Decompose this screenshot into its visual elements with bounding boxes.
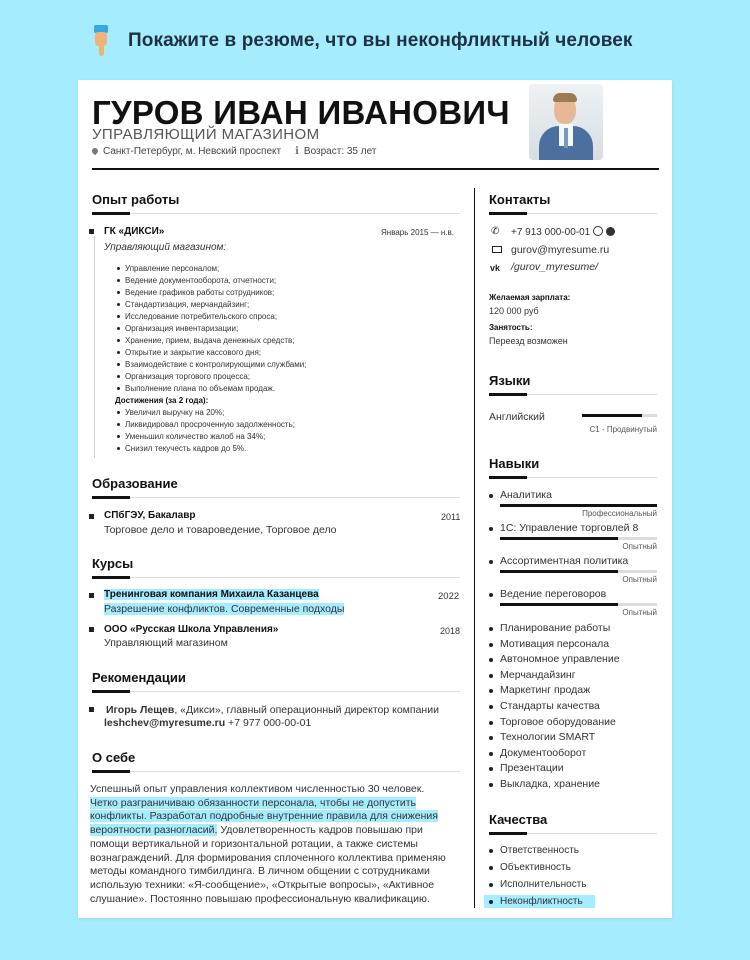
bullet-icon (117, 411, 120, 414)
language-level: C1 - Продвинутый (589, 425, 657, 434)
bullet-icon (489, 883, 493, 887)
skill-item: Планирование работы (500, 622, 611, 634)
language-name: Английский (489, 411, 545, 423)
skill-level-bar (500, 537, 618, 540)
bullet-icon (489, 674, 493, 678)
skills-heading: Навыки (489, 456, 540, 471)
achievement-item: Ликвидировал просроченную задолженность; (125, 420, 295, 429)
education-heading: Образование (92, 476, 178, 491)
course-year: 2022 (438, 591, 460, 602)
section-underline (92, 770, 130, 773)
duty-item: Управление персоналом; (125, 264, 220, 273)
email-icon (492, 246, 502, 253)
skill-item: Документооборот (500, 746, 587, 759)
bullet-icon (117, 447, 120, 450)
quality-item: Неконфликтность (500, 896, 583, 907)
skill-item: Маркетинг продаж (500, 684, 591, 697)
column-divider (474, 188, 475, 908)
bullet-icon (489, 783, 493, 787)
telegram-icon (606, 227, 615, 236)
banner (0, 24, 750, 60)
entry-marker (89, 514, 94, 519)
section-rule (130, 213, 460, 214)
bullet-icon (117, 363, 120, 366)
duty-item: Организация инвентаризации; (125, 324, 239, 333)
salary-label: Желаемая зарплата: (489, 293, 571, 302)
bullet-icon (117, 303, 120, 306)
bullet-icon (489, 494, 493, 498)
location: Санкт-Петербург, м. Невский проспект (103, 146, 282, 157)
job-position: Управляющий магазином: (104, 242, 227, 253)
bullet-icon (117, 387, 120, 390)
recommendations-heading: Рекомендации (92, 670, 186, 685)
bullet-icon (117, 279, 120, 282)
section-underline (92, 212, 130, 215)
company-name: ГК «ДИКСИ» (104, 226, 165, 237)
bullet-icon (489, 560, 493, 564)
section-rule (130, 497, 460, 498)
section-underline (489, 212, 527, 215)
achievement-item: Снизил текучесть кадров до 5%. (125, 444, 247, 453)
quality-item: Объективность (500, 862, 571, 873)
skill-level-bar (500, 603, 618, 606)
whatsapp-icon (593, 226, 603, 236)
skill-item: Торговое оборудование (500, 715, 616, 728)
entry-marker (89, 627, 94, 632)
bullet-icon (489, 721, 493, 725)
duty-item: Исследование потребительского спроса; (125, 312, 278, 321)
candidate-name: ГУРОВ ИВАН ИВАНОВИЧ (92, 94, 510, 131)
contacts-heading: Контакты (489, 192, 551, 207)
course-org: Тренинговая компания Михаила Казанцева (104, 589, 319, 600)
recommendation-contact: leshchev@myresume.ru +7 977 000-00-01 (104, 717, 312, 729)
bullet-icon (489, 900, 493, 904)
duty-item: Взаимодействие с контролирующими службами; (125, 360, 307, 369)
bullet-icon (117, 315, 120, 318)
candidate-meta (92, 146, 376, 157)
skill-item: Стандарты качества (500, 700, 600, 712)
section-underline (92, 690, 130, 693)
recommendation-person: Игорь Лещев, «Дикси», главный операционный директор компании (106, 704, 439, 716)
bullet-icon (117, 291, 120, 294)
section-underline (489, 832, 527, 835)
bullet-icon (489, 627, 493, 631)
skill-name: Аналитика (500, 489, 552, 501)
section-rule (130, 577, 460, 578)
section-underline (92, 576, 130, 579)
bullet-icon (489, 705, 493, 709)
skill-name: Ведение переговоров (500, 588, 607, 600)
timeline-line (94, 236, 95, 458)
bullet-icon (117, 351, 120, 354)
section-rule (527, 833, 657, 834)
skill-item: Автономное управление (500, 653, 620, 666)
skill-level: Опытный (622, 608, 657, 617)
section-rule (527, 213, 657, 214)
recommendation-email[interactable]: leshchev@myresume.ru (104, 717, 226, 729)
bullet-icon (489, 752, 493, 756)
language-level-bar (582, 414, 642, 417)
salary-value: 120 000 руб (489, 306, 539, 316)
entry-marker (89, 707, 94, 712)
duty-item: Ведение документооборота, отчетности; (125, 276, 277, 285)
course-year: 2018 (440, 626, 461, 636)
duty-item: Организация торгового процесса; (125, 372, 251, 381)
candidate-title: УПРАВЛЯЮЩИЙ МАГАЗИНОМ (92, 126, 320, 143)
skill-level: Опытный (622, 542, 657, 551)
info-icon: i (295, 146, 299, 157)
bullet-icon (117, 267, 120, 270)
section-rule (527, 477, 657, 478)
section-rule (527, 394, 657, 395)
course-name: Разрешение конфликтов. Современные подходы (104, 603, 345, 615)
course-name: Управляющий магазином (104, 637, 228, 649)
bullet-icon (117, 423, 120, 426)
education-year: 2011 (441, 512, 461, 522)
skill-level: Профессиональный (582, 509, 657, 518)
quality-item: Исполнительность (500, 879, 587, 890)
bullet-icon (117, 339, 120, 342)
qualities-heading: Качества (489, 812, 548, 827)
duty-item: Открытие и закрытие кассового дня; (125, 348, 262, 357)
skill-item: Технологии SMART (500, 731, 596, 744)
section-underline (489, 476, 527, 479)
entry-marker (89, 229, 94, 234)
section-rule (130, 691, 460, 692)
employment-label: Занятость: (489, 323, 533, 332)
resume-sheet (78, 80, 672, 918)
skill-name: 1С: Управление торговлей 8 (500, 522, 639, 534)
bullet-icon (117, 435, 120, 438)
bullet-icon (489, 736, 493, 740)
bullet-icon (489, 866, 493, 870)
skill-level-bar (500, 504, 657, 507)
bullet-icon (489, 527, 493, 531)
duty-item: Выполнение плана по объемам продаж. (125, 384, 275, 393)
banner-title: Покажите в резюме, что вы неконфликтный человек (128, 30, 633, 51)
bullet-icon (489, 593, 493, 597)
school-name: СПбГЭУ, Бакалавр (104, 510, 196, 521)
bullet-icon (117, 327, 120, 330)
skill-name: Ассортиментная политика (500, 555, 629, 567)
contact-email[interactable]: gurov@myresume.ru (511, 244, 610, 256)
bullet-icon (489, 643, 493, 647)
section-rule (130, 771, 460, 772)
bullet-icon (489, 689, 493, 693)
skill-level: Опытный (622, 575, 657, 584)
education-field: Торговое дело и товароведение, Торговое дело (104, 524, 337, 536)
job-period: Январь 2015 — н.в. (381, 228, 454, 237)
experience-heading: Опыт работы (92, 192, 180, 207)
header-divider (92, 168, 659, 170)
employment-value: Переезд возможен (489, 336, 568, 346)
section-underline (489, 393, 527, 396)
pointing-hand-icon (92, 25, 112, 57)
quality-item: Ответственность (500, 845, 579, 856)
skill-item: Мерчандайзинг (500, 668, 576, 681)
bullet-icon (489, 767, 493, 771)
bullet-icon (489, 849, 493, 853)
courses-heading: Курсы (92, 556, 134, 571)
phone-icon: ✆ (491, 226, 500, 237)
age: Возраст: 35 лет (303, 146, 377, 157)
vk-icon: vk (490, 263, 501, 273)
section-underline (92, 496, 130, 499)
languages-heading: Языки (489, 373, 531, 388)
entry-marker (89, 593, 94, 598)
skill-level-bar (500, 570, 618, 573)
skill-item: Мотивация персонала (500, 637, 610, 650)
course-org: ООО «Русская Школа Управления» (104, 624, 279, 635)
skill-item: Выкладка, хранение (500, 778, 600, 790)
profile-photo (529, 84, 603, 160)
bullet-icon (489, 658, 493, 662)
about-text: Успешный опыт управления коллективом численностью 30 человек. Четко разграничиваю обязанности персонала, чтобы не допустить конфликты. Разработал подробные внутренние правила для снижения вероятности разногласий. Удовлетворенность кадров повышаю при помощи вертикальной и горизонтальной ротации, а также системы вознаграждений. Для формирования сплоченного коллектива применяю методы командного тимбилдинга. В личном общении с сотрудниками использую техники: «Я-сообщение», «Открытые вопросы», «Активное слушание». Постоянно повышаю профессиональную квалификацию. (90, 783, 446, 905)
duty-item: Ведение графиков работы сотрудников; (125, 288, 275, 297)
contact-vk[interactable]: /gurov_myresume/ (511, 261, 598, 273)
about-heading: О себе (92, 750, 136, 765)
achievement-item: Увеличил выручку на 20%; (125, 408, 225, 417)
duty-item: Хранение, прием, выдача денежных средств; (125, 336, 295, 345)
skill-item: Презентации (500, 762, 564, 775)
achievement-item: Уменьшил количество жалоб на 34%; (125, 432, 266, 441)
contact-phone[interactable]: +7 913 000-00-01 (511, 226, 615, 238)
duty-item: Стандартизация, мерчандайзинг; (125, 300, 250, 309)
bullet-icon (117, 375, 120, 378)
location-pin-icon (91, 147, 99, 155)
achievements-title: Достижения (за 2 года): (115, 396, 209, 405)
